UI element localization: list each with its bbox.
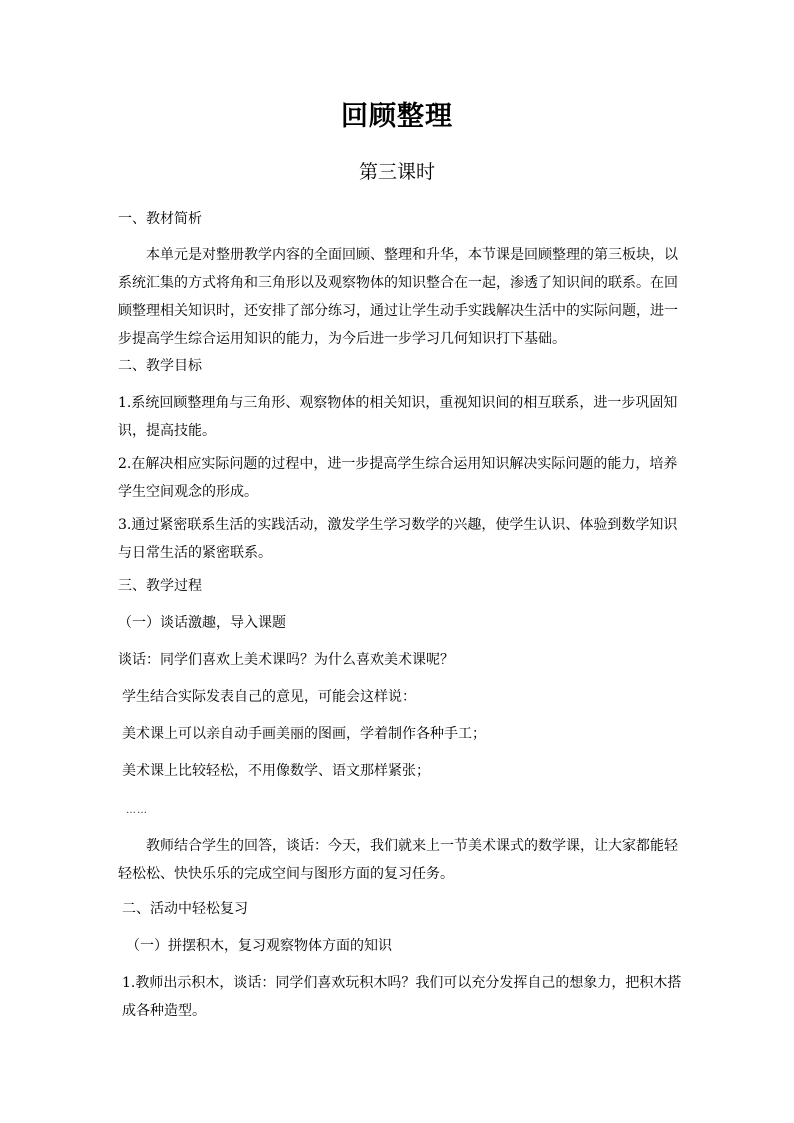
section-heading-process: 三、教学过程 [118, 578, 202, 594]
paragraph-analysis: 本单元是对整册教学内容的全面回顾、整理和升华，本节课是回顾整理的第三板块，以系统汇集的方式将角和三角形以及观察物体的知识整合在一起，渗透了知识间的联系。在回顾整理相关知识时，还安排了部分练习，通过让学生动手实践解决生活中的实际问题，进一步提高学生综合运用知识的能力，为今后进一步学习几何知识打下基础。 [118, 247, 678, 347]
goal-item-1: 1.系统回顾整理角与三角形、观察物体的相关知识，重视知识间的相互联系，进一步巩固知识，提高技能。 [118, 395, 678, 439]
section-heading-analysis: 一、教材简析 [118, 211, 202, 227]
doc-title: 回顾整理 [341, 101, 453, 132]
step-heading-intro: （一）谈话激趣，导入课题 [118, 615, 286, 631]
student-answer-1: 美术课上可以亲自动手画美丽的图画，学着制作各种手工； [122, 726, 486, 742]
step-heading-review: 二、活动中轻松复习 [122, 901, 248, 917]
goal-item-3: 3.通过紧密联系生活的实践活动，激发学生学习数学的兴趣，使学生认识、体验到数学知识与日常生活的紧密联系。 [118, 517, 678, 561]
goal-item-2: 2.在解决相应实际问题的过程中，进一步提高学生综合运用知识解决实际问题的能力，培养学生空间观念的形成。 [118, 456, 678, 500]
ellipsis-text: …… [126, 805, 148, 816]
step-subheading-blocks: （一）拼摆积木，复习观察物体方面的知识 [126, 938, 392, 954]
teacher-summary: 教师结合学生的回答，谈话：今天，我们就来上一节美术课式的数学课，让大家都能轻轻松松、快快乐乐的完成空间与图形方面的复习任务。 [118, 838, 678, 882]
step-item-1: 1.教师出示积木，谈话：同学们喜欢玩积木吗？我们可以充分发挥自己的想象力，把积木搭成各种造型。 [122, 975, 682, 1019]
student-answer-2: 美术课上比较轻松，不用像数学、语文那样紧张； [122, 763, 430, 779]
doc-subtitle: 第三课时 [358, 161, 435, 183]
section-heading-goals: 二、教学目标 [118, 358, 202, 374]
talk-question: 谈话：同学们喜欢上美术课吗？为什么喜欢美术课呢？ [118, 652, 454, 668]
student-response-intro: 学生结合实际发表自己的意见，可能会这样说： [122, 689, 416, 705]
